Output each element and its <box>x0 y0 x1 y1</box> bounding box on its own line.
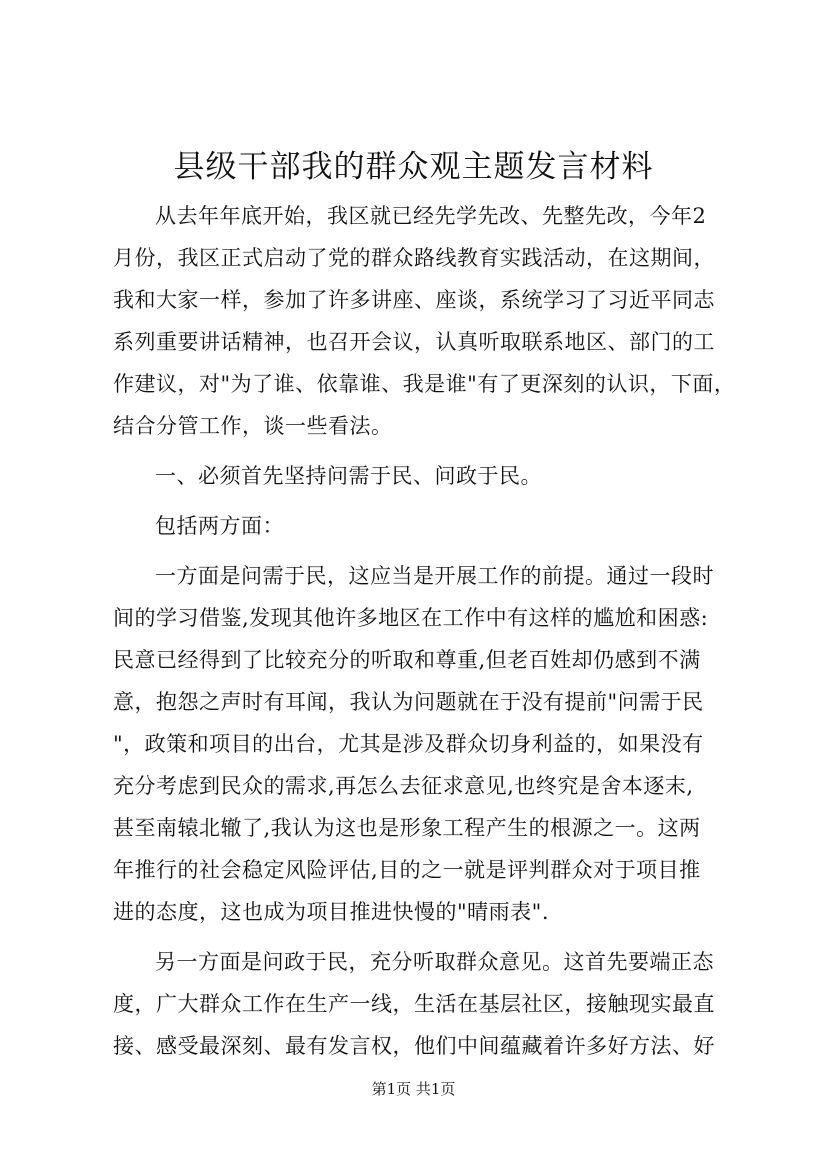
paragraph-line: 接、感受最深刻、最有发言权，他们中间蕴藏着许多好方法、好 <box>113 1034 715 1058</box>
paragraph-line: 充分考虑到民众的需求,再怎么去征求意见,也终究是舍本逐末, <box>113 774 694 798</box>
paragraph-line: 间的学习借鉴,发现其他许多地区在工作中有这样的尴尬和困惑: <box>113 606 709 630</box>
paragraph-line: 年推行的社会稳定风险评估,目的之一就是评判群众对于项目推 <box>113 858 701 882</box>
paragraph-line: 作建议，对"为了谁、依靠谁、我是谁"有了更深刻的认识，下面， <box>113 372 736 396</box>
paragraph-line: 月份，我区正式启动了党的群众路线教育实践活动，在这期间， <box>113 246 715 270</box>
paragraph-line: 结合分管工作，谈一些看法。 <box>113 414 393 438</box>
paragraph-line: 系列重要讲话精神，也召开会议，认真听取联系地区、部门的工 <box>113 330 715 354</box>
page-number: 第1页 共1页 <box>371 1080 456 1098</box>
paragraph-line: 甚至南辕北辙了,我认为这也是形象工程产生的根源之一。这两 <box>113 816 701 840</box>
paragraph-line: 意，抱怨之声时有耳闻，我认为问题就在于没有提前"问需于民 <box>113 690 704 714</box>
section-heading: 一、必须首先坚持问需于民、问政于民。 <box>155 464 542 488</box>
paragraph-line: 进的态度，这也成为项目推进快慢的"晴雨表". <box>113 900 549 924</box>
paragraph-gap <box>113 497 753 505</box>
paragraph-line: 度，广大群众工作在生产一线，生活在基层社区，接触现实最直 <box>113 992 715 1016</box>
document-title: 县级干部我的群众观主题发言材料 <box>173 149 654 185</box>
paragraph-gap <box>113 933 753 941</box>
paragraph-line: 民意已经得到了比较充分的听取和尊重,但老百姓却仍感到不满 <box>113 648 701 672</box>
paragraph-line: 一方面是问需于民，这应当是开展工作的前提。通过一段时 <box>155 564 714 588</box>
paragraph-line: "，政策和项目的出台，尤其是涉及群众切身利益的，如果没有 <box>113 732 704 756</box>
document-body <box>113 195 753 1067</box>
paragraph-gap <box>113 447 753 455</box>
paragraph-gap <box>113 547 753 555</box>
paragraph-line: 我和大家一样，参加了许多讲座、座谈，系统学习了习近平同志 <box>113 288 715 312</box>
paragraph-line: 从去年年底开始，我区就已经先学先改、先整先改，今年2 <box>155 204 707 228</box>
paragraph-line: 另一方面是问政于民，充分听取群众意见。这首先要端正态 <box>155 950 714 974</box>
paragraph-line: 包括两方面： <box>155 514 284 538</box>
